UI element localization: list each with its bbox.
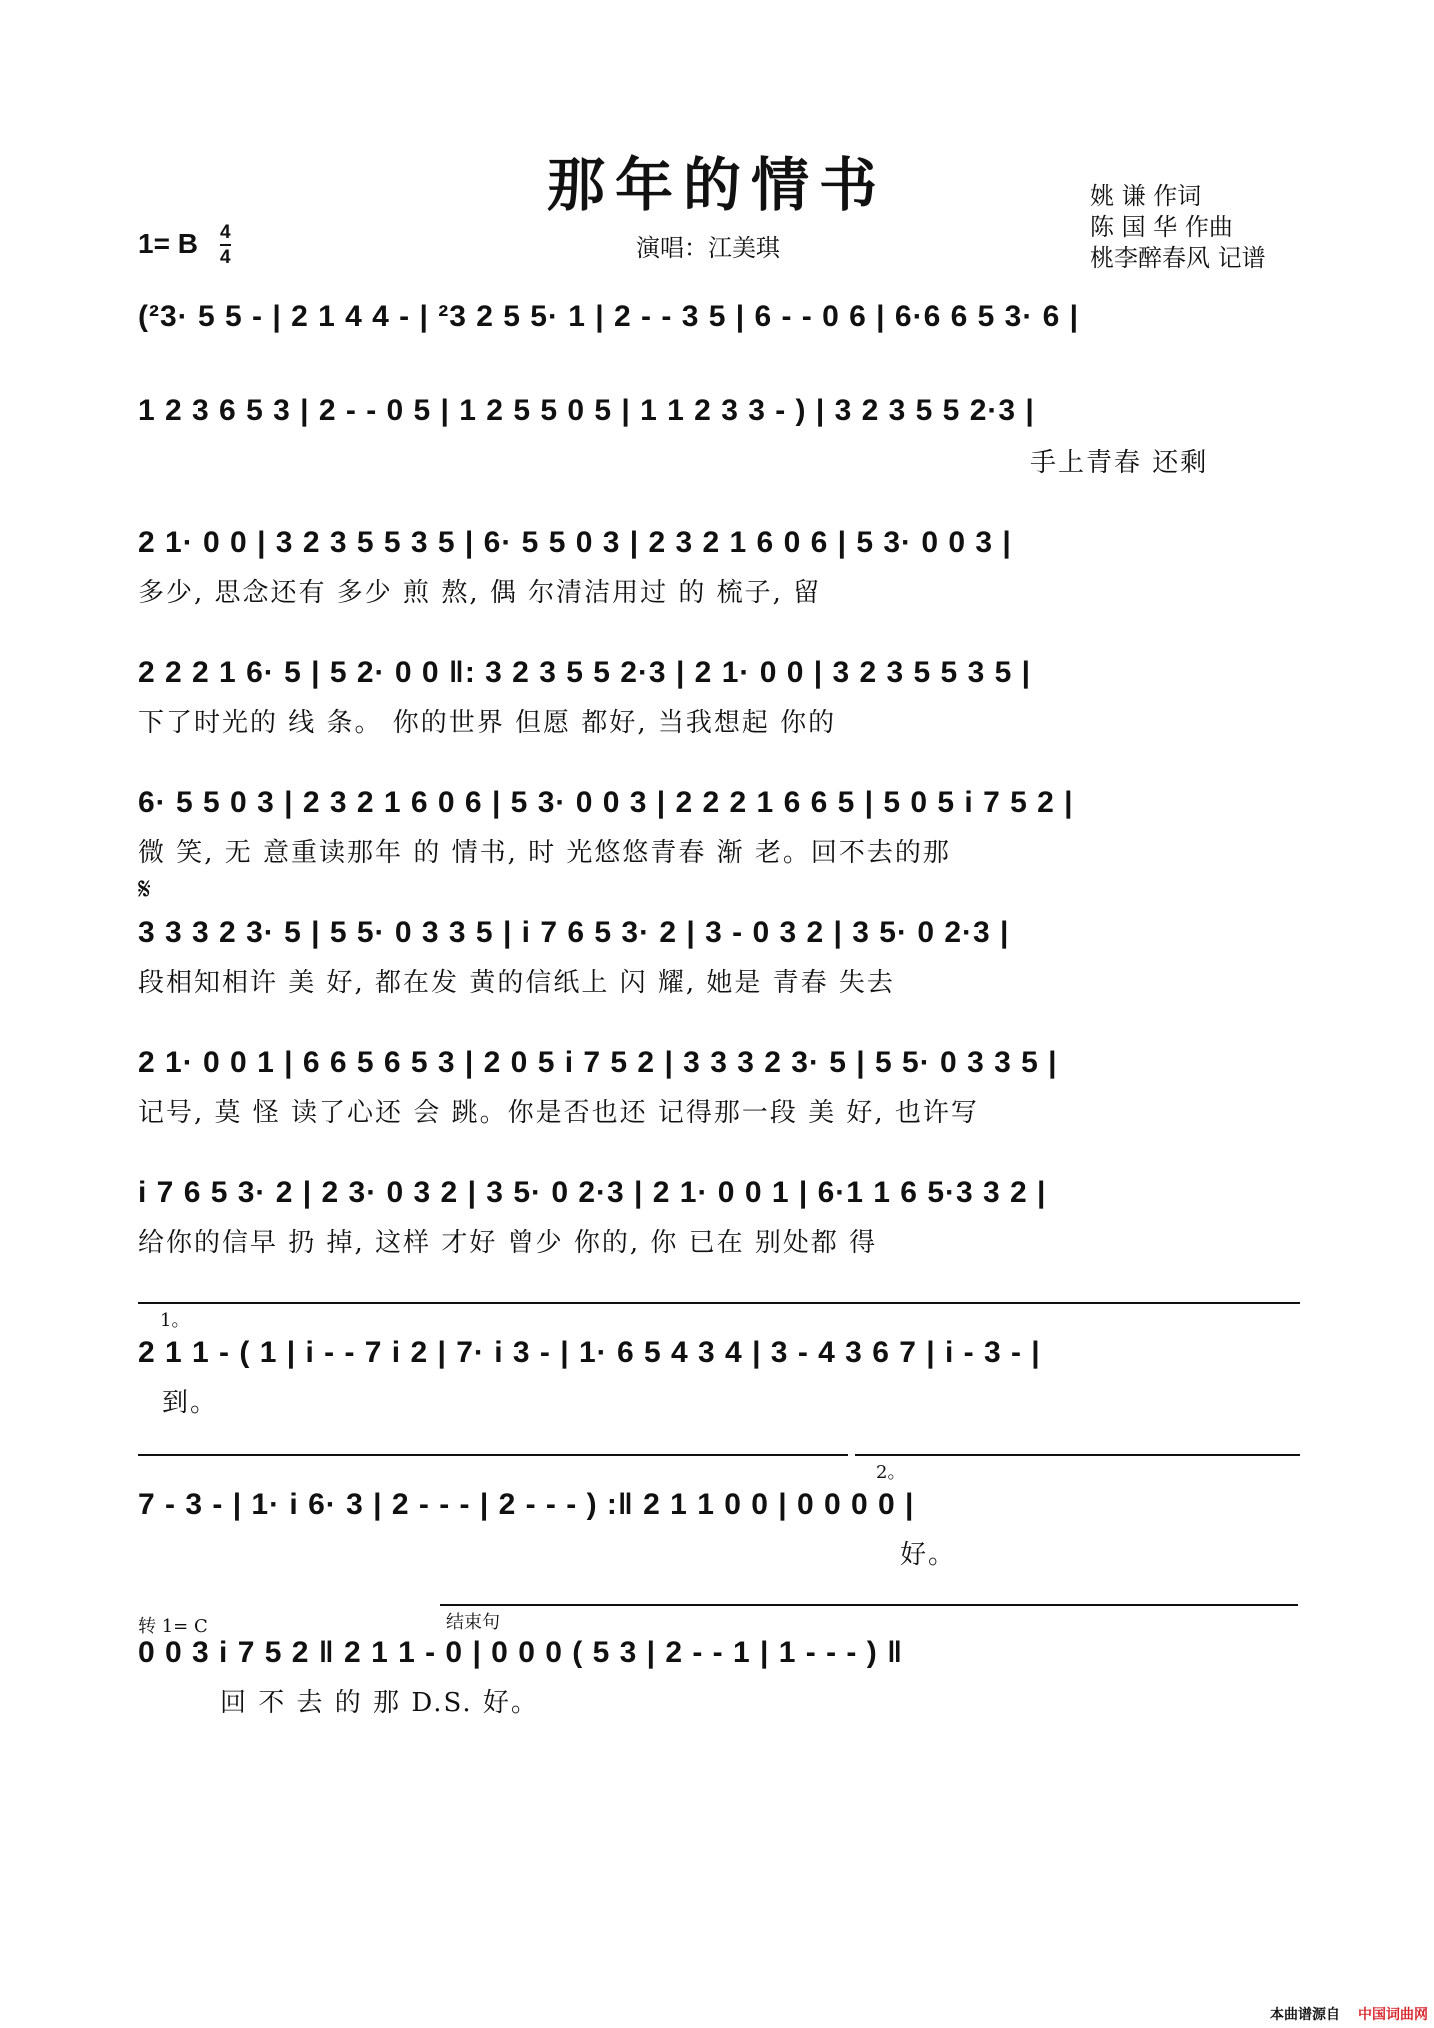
notation-line-6: 3 3 3 2 3· 5 | 5 5· 0 3 3 5 | i 7 6 5 3· 2 | 3 - 0 3 2 | 3 5· 0 2·3 | [138,916,1010,949]
page-title: 那年的情书 [546,151,887,219]
notation-line-3: 2 1· 0 0 | 3 2 3 5 5 3 5 | 6· 5 5 0 3 | 2 3 2 1 6 0 6 | 5 3· 0 0 3 | [138,526,1012,559]
lyrics-line-2: 手上青春 还剩 [1030,448,1209,478]
composer-credit: 陈 国 华 作曲 [1090,213,1233,241]
lyrics-line-3: 多少, 思念还有 多少 煎 熬, 偶 尔清洁用过 的 梳子, 留 [138,578,822,608]
lyrics-line-7: 记号, 莫 怪 读了心还 会 跳。你是否也还 记得那一段 美 好, 也许写 [138,1098,979,1128]
volta-1-bracket [138,1302,1300,1304]
footer-site-link[interactable]: 中国词曲网 [1358,2007,1428,2023]
singer-credit: 演唱：江美琪 [636,234,780,262]
time-signature [220,222,231,268]
notation-line-2: 1 2 3 6 5 3 | 2 - - 0 5 | 1 2 5 5 0 5 | 1 1 2 3 3 - ) | 3 2 3 5 5 2·3 | [138,394,1035,427]
notation-line-4: 2 2 2 1 6· 5 | 5 2· 0 0 ‖: 3 2 3 5 5 2·3 | 2 1· 0 0 | 3 2 3 5 5 3 5 | [138,656,1032,689]
lyrics-line-6: 段相知相许 美 好, 都在发 黄的信纸上 闪 耀, 她是 青春 失去 [138,968,895,998]
notation-line-10: 7 - 3 - | 1· i 6· 3 | 2 - - - | 2 - - - ) :‖ 2 1 1 0 0 | 0 0 0 0 | [138,1488,915,1521]
lyrics-line-4: 下了时光的 线 条。 你的世界 但愿 都好, 当我想起 你的 [138,708,837,738]
time-signature-bottom: 4 [220,247,231,268]
notation-line-9: 2 1 1 - ( 1 | i - - 7 i 2 | 7· i 3 - | 1· 6 5 4 3 4 | 3 - 4 3 6 7 | i - 3 - | [138,1336,1041,1369]
time-signature-top: 4 [220,222,231,243]
transcriber-credit: 桃李醉春风 记谱 [1090,244,1266,272]
notation-line-11: 0 0 3 i 7 5 2 ‖ 2 1 1 - 0 | 0 0 0 ( 5 3 | 2 - - 1 | 1 - - - ) ‖ [138,1636,903,1669]
notation-line-1: (²3· 5 5 - | 2 1 4 4 - | ²3 2 5 5· 1 | 2 - - 3 5 | 6 - - 0 6 | 6·6 6 5 3· 6 | [138,300,1080,333]
footer-source-label: 本曲谱源自 [1270,2007,1340,2023]
lyrics-line-5: 微 笑, 无 意重读那年 的 情书, 时 光悠悠青春 渐 老。回不去的那 [138,838,951,868]
notation-line-5: 6· 5 5 0 3 | 2 3 2 1 6 0 6 | 5 3· 0 0 3 | 2 2 2 1 6 6 5 | 5 0 5 i 7 5 2 | [138,786,1074,819]
volta-2-bracket [855,1454,1300,1456]
volta-1-bracket-continued [138,1454,848,1456]
lyrics-line-11: 回 不 去 的 那 D.S. 好。 [220,1688,539,1718]
volta-1-label: 1。 [160,1310,190,1331]
segno-sign: 𝄋 [138,872,151,907]
volta-2-label: 2。 [876,1462,906,1483]
lyrics-line-8: 给你的信早 扔 掉, 这样 才好 曾少 你的, 你 已在 别处都 得 [138,1228,878,1258]
lyrics-line-9: 到。 [162,1388,219,1418]
notation-line-8: i 7 6 5 3· 2 | 2 3· 0 3 2 | 3 5· 0 2·3 | 2 1· 0 0 1 | 6·1 1 6 5·3 3 2 | [138,1176,1047,1209]
lyricist-credit: 姚 谦 作词 [1090,182,1202,210]
key-change-label: 转 1= C [138,1616,208,1637]
lyrics-line-10: 好。 [900,1540,957,1570]
key-signature: 1= B [138,228,198,259]
notation-line-7: 2 1· 0 0 1 | 6 6 5 6 5 3 | 2 0 5 i 7 5 2 | 3 3 3 2 3· 5 | 5 5· 0 3 3 5 | [138,1046,1058,1079]
ending-label: 结束句 [446,1612,500,1633]
ending-bracket [440,1604,1298,1606]
